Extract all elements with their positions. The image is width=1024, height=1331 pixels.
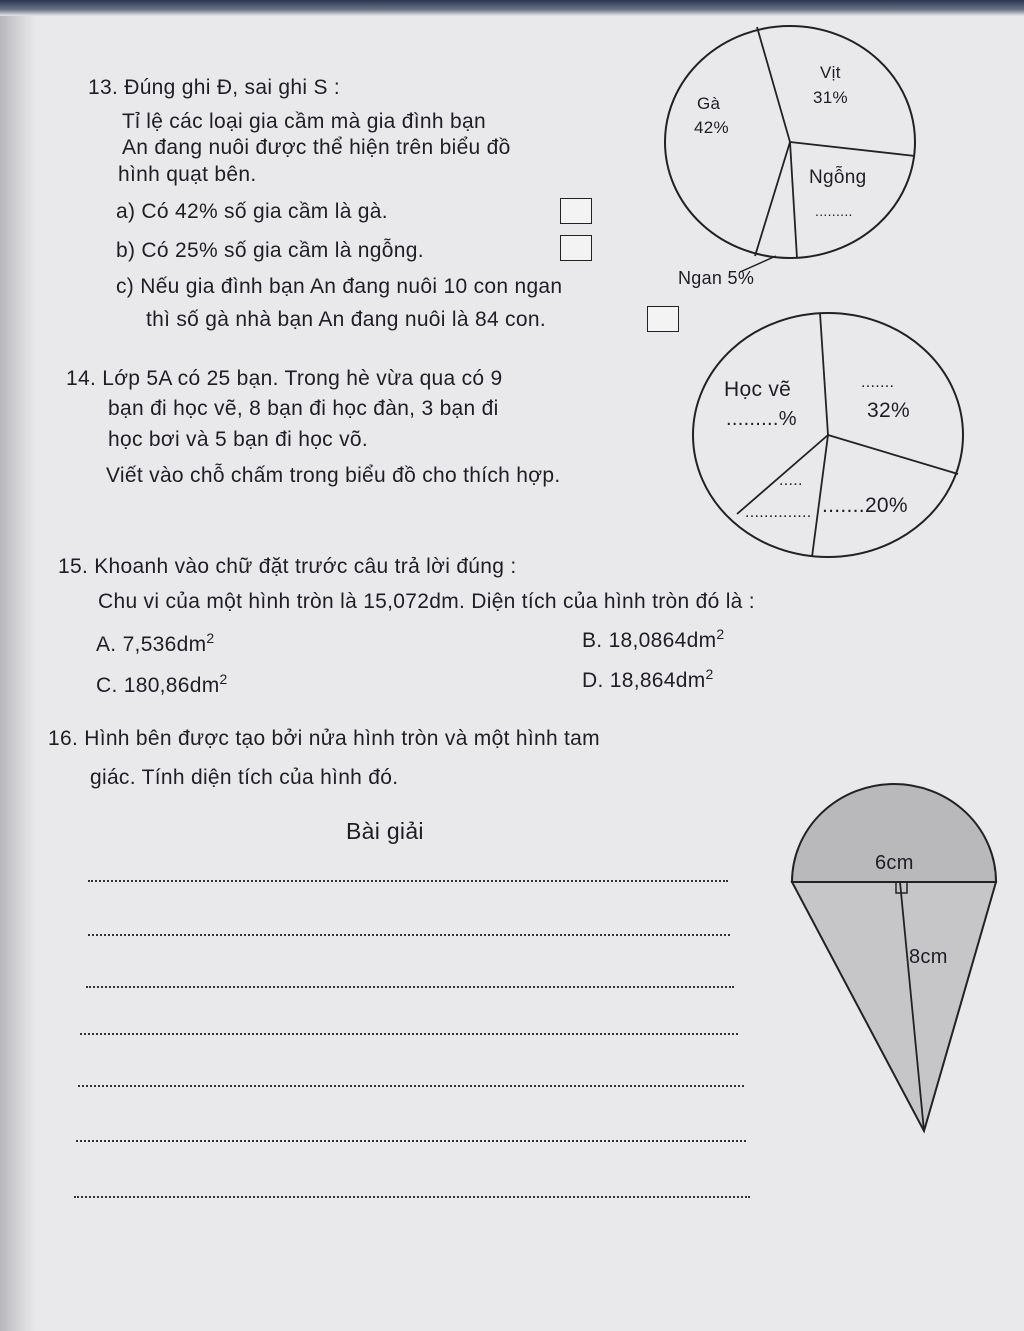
pie2-pct-bottom: .......20% — [822, 494, 908, 517]
q15-option-b[interactable]: B. $18,0864dm^2$ — [582, 626, 725, 652]
pie2-label-bottom: .............. — [745, 504, 812, 521]
q13-intro-3: hình quạt bên. — [118, 163, 257, 186]
q13-intro-2: An đang nuôi được thể hiện trên biểu đồ — [122, 136, 511, 159]
q16-line-2: giác. Tính diện tích của hình đó. — [90, 766, 399, 789]
q13-statement-b: b) Có 25% số gia cầm là ngỗng. — [116, 239, 424, 262]
q15-option-c[interactable]: C. $180,86dm^2$ — [96, 671, 228, 697]
q13-statement-a: a) Có 42% số gia cầm là gà. — [116, 200, 388, 223]
pie1-label-ngong: Ngỗng — [809, 167, 867, 188]
triangle-shape — [792, 882, 996, 1131]
pie1-pct-ga: 42% — [694, 118, 729, 137]
pie2-pct-hoc-ve: .........% — [726, 408, 797, 430]
dimension-6cm: 6cm — [875, 852, 914, 874]
q15-question: Chu vi của một hình tròn là 15,072dm. Diện tích của hình tròn đó là : — [98, 590, 755, 613]
q14-line-2: bạn đi học vẽ, 8 bạn đi học đàn, 3 bạn đi — [108, 397, 499, 420]
pie1-label-ga: Gà — [697, 94, 721, 113]
pie1-pct-ngong: ......... — [815, 203, 853, 219]
pie1-label-ngan: Ngan 5% — [678, 268, 755, 288]
q16-solution-heading: Bài giải — [346, 818, 424, 844]
pie2-pct-top-right: 32% — [867, 399, 910, 422]
q14-line-3: học bơi và 5 bạn đi học võ. — [108, 428, 369, 451]
pie2-label-middle: ..... — [779, 472, 803, 489]
q14-line-1: 14. Lớp 5A có 25 bạn. Trong hè vừa qua có 9 — [66, 367, 503, 390]
q13-title: 13. Đúng ghi Đ, sai ghi S : — [88, 76, 341, 99]
pie1-pct-vit: 31% — [813, 88, 848, 107]
q13-statement-c-2: thì số gà nhà bạn An đang nuôi là 84 con. — [146, 308, 546, 331]
q13-intro-1: Tỉ lệ các loại gia cầm mà gia đình bạn — [122, 110, 486, 133]
q16-line-1: 16. Hình bên được tạo bởi nửa hình tròn và một hình tam — [48, 727, 600, 750]
q14-instruction: Viết vào chỗ chấm trong biểu đồ cho thích hợp. — [106, 464, 561, 487]
q15-option-a[interactable]: A. $7,536dm^2$ — [96, 630, 215, 656]
pie2-label-hoc-ve: Học vẽ — [724, 378, 792, 401]
dimension-8cm: 8cm — [909, 946, 948, 968]
q15-title: 15. Khoanh vào chữ đặt trước câu trả lời đúng : — [58, 555, 517, 578]
q13-statement-c-1: c) Nếu gia đình bạn An đang nuôi 10 con ngan — [116, 275, 563, 298]
q15-option-d[interactable]: D. $18,864dm^2$ — [582, 666, 714, 692]
pie2-label-top-right: ....... — [861, 374, 895, 391]
pie1-label-vit: Vịt — [820, 63, 841, 82]
